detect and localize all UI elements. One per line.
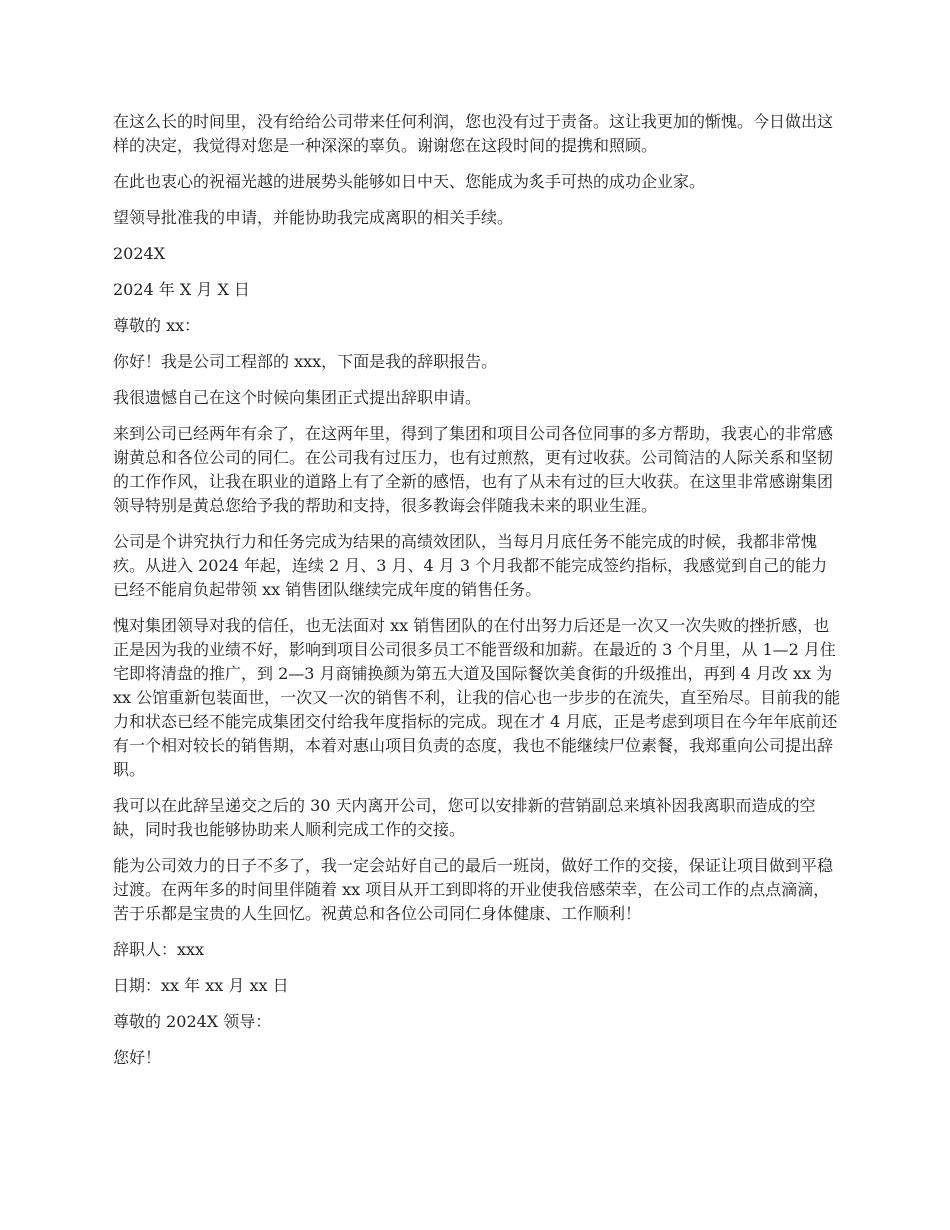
paragraph-regret: 我很遗憾自己在这个时候向集团正式提出辞职申请。	[113, 388, 482, 407]
paragraph-apology: 在这么长的时间里，没有给给公司带来任何利润，您也没有过于责备。这让我更加的惭愧。今日做出这样的决定，我觉得对您是一种深深的辜负。谢谢您在这段时间的提携和照顾。	[113, 112, 834, 155]
paragraph-request: 望领导批准我的申请，并能协助我完成离职的相关手续。	[113, 208, 514, 227]
signature-name: 2024X	[113, 244, 166, 263]
paragraph-gratitude: 来到公司已经两年有余了，在这两年里，得到了集团和项目公司各位同事的多方帮助，我衷心的非常感谢黄总和各位公司的同仁。在公司我有过压力，也有过煎熬，更有过收获。公司简洁的人际关系和坚韧的工作作风，让我在职业的道路上有了全新的感悟，也有了从未有过的巨大收获。在这里非常感谢集团领导特别是黄总您给予我的帮助和支持，很多教诲会伴随我未来的职业生涯。	[113, 424, 834, 515]
greeting-second-letter: 您好！	[113, 1048, 162, 1067]
paragraph-performance: 公司是个讲究执行力和任务完成为结果的高绩效团队，当每月月底任务不能完成的时候，我都非常愧疚。从进入 2024 年起，连续 2 月、3 月、4 月 3 个月我都不能完成签约指标，我感觉到自己的能力已经不能肩负起带领 xx 销售团队继续完成年度的销售任务。	[113, 532, 828, 599]
signature-date: 2024 年 X 月 X 日	[113, 280, 250, 299]
salutation-second-letter: 尊敬的 2024X 领导：	[113, 1012, 272, 1031]
paragraph-handover: 我可以在此辞呈递交之后的 30 天内离开公司，您可以安排新的营销副总来填补因我离职而造成的空缺，同时我也能够协助来人顺利完成工作的交接。	[113, 796, 816, 839]
greeting: 你好！我是公司工程部的 xxx，下面是我的辞职报告。	[113, 352, 498, 371]
salutation: 尊敬的 xx：	[113, 316, 201, 335]
document-body	[113, 110, 841, 1082]
date-line: 日期：xx 年 xx 月 xx 日	[113, 976, 289, 995]
resigner-line: 辞职人：xxx	[113, 940, 205, 959]
paragraph-closing: 能为公司效力的日子不多了，我一定会站好自己的最后一班岗，做好工作的交接，保证让项目做到平稳过渡。在两年多的时间里伴随着 xx 项目从开工到即将的开业使我倍感荣幸，在公司工作的点点滴滴，苦于乐都是宝贵的人生回忆。祝黄总和各位公司同仁身体健康、工作顺利！	[113, 856, 834, 923]
paragraph-blessing: 在此也衷心的祝福光越的进展势头能够如日中天、您能成为炙手可热的成功企业家。	[113, 172, 706, 191]
paragraph-reasons: 愧对集团领导对我的信任，也无法面对 xx 销售团队的在付出努力后还是一次又一次失败的挫折感，也正是因为我的业绩不好，影响到项目公司很多员工不能晋级和加薪。在最近的 3 个月里，从 1—2 月住宅即将清盘的推广，到 2—3 月商铺换颜为第五大道及国际餐饮美食街的升级推出，再到 4 月改 xx 为 xx 公馆重新包装面世，一次又一次的销售不利，让我的信心也一步步的在流失，直至殆尽。目前我的能力和状态已经不能完成集团交付给我年度指标的完成。现在才 4 月底，正是考虑到项目在今年年底前还有一个相对较长的销售期，本着对惠山项目负责的态度，我也不能继续尸位素餐，我郑重向公司提出辞职。	[113, 616, 841, 779]
